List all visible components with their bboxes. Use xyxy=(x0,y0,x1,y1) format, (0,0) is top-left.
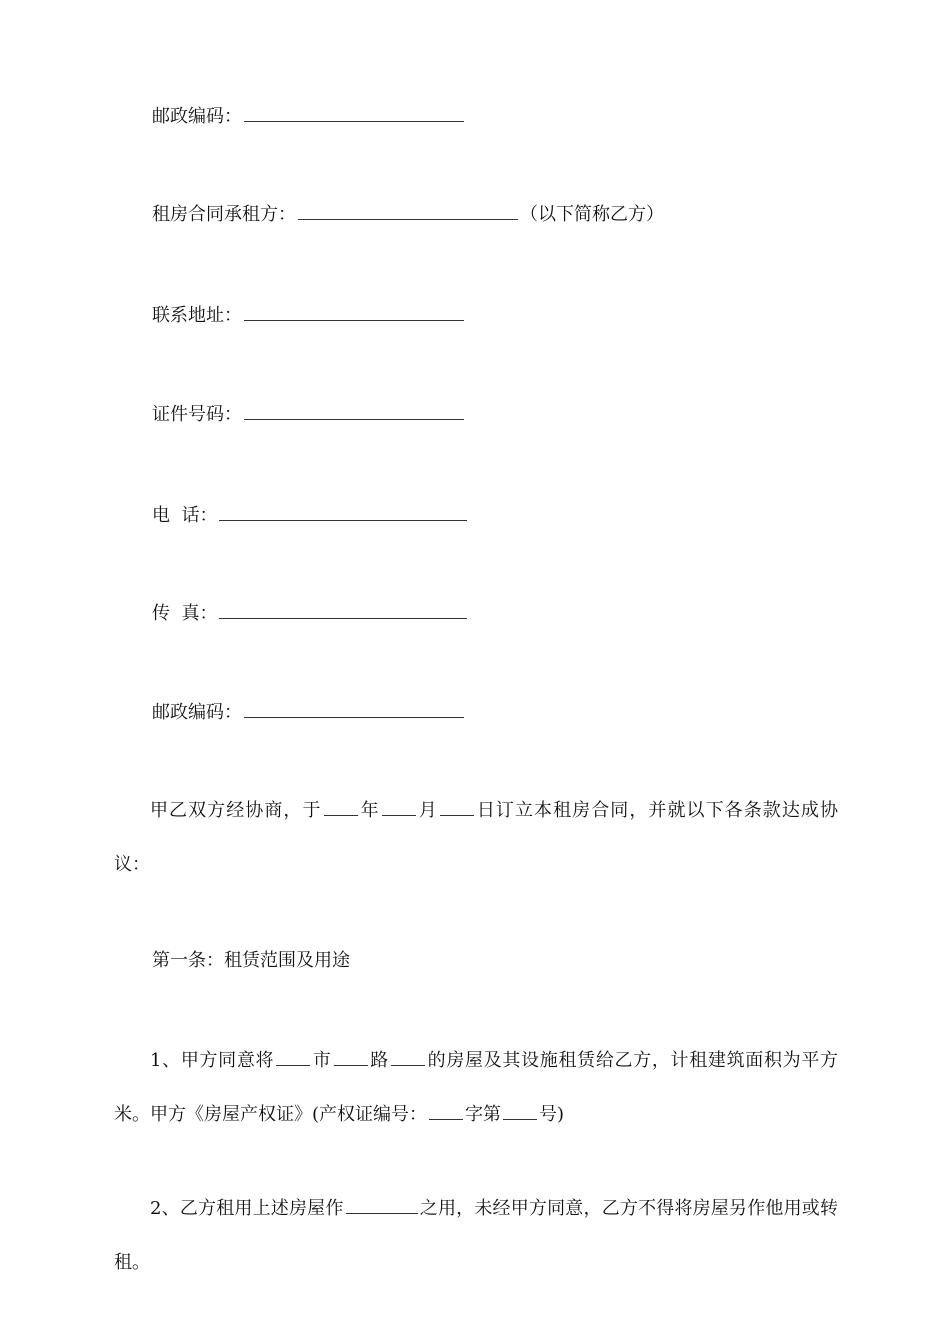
clause-2-paragraph: 2、乙方租用上述房屋作 之用，未经甲方同意，乙方不得将房屋另作他用或转租。 xyxy=(114,1198,839,1273)
month-blank[interactable] xyxy=(382,799,416,816)
postal-code-field-2 xyxy=(152,700,466,726)
year-blank[interactable] xyxy=(324,799,358,816)
day-blank[interactable] xyxy=(440,799,474,816)
fax-label: 传 真： xyxy=(152,603,218,624)
tenant-blank[interactable] xyxy=(298,203,518,220)
certificate-number-blank[interactable] xyxy=(503,1103,537,1120)
postal-code-label: 邮政编码： xyxy=(152,702,242,723)
phone-field xyxy=(152,503,469,529)
address-label: 联系地址： xyxy=(152,305,242,326)
fax-blank[interactable] xyxy=(219,602,467,619)
phone-blank[interactable] xyxy=(219,504,467,521)
postal-code-field-1 xyxy=(152,104,466,130)
tenant-field xyxy=(152,202,664,228)
id-number-field xyxy=(152,402,466,428)
address-field xyxy=(152,303,466,329)
id-number-blank[interactable] xyxy=(244,403,464,420)
address-blank[interactable] xyxy=(244,304,464,321)
postal-code-label: 邮政编码： xyxy=(152,106,242,127)
road-blank[interactable] xyxy=(334,1049,368,1066)
phone-label: 电 话： xyxy=(152,505,218,526)
agreement-paragraph: 甲乙双方经协商，于 年 月 日订立本租房合同，并就以下各条款达成协议： xyxy=(114,800,838,875)
fax-field xyxy=(152,601,469,627)
city-blank[interactable] xyxy=(276,1049,310,1066)
number-blank[interactable] xyxy=(391,1049,425,1066)
clause-1-paragraph: 1、甲方同意将 市 路 的房屋及其设施租赁给乙方，计租建筑面积为平方米。甲方《房屋产权证》(产权证编号： 字第 号) xyxy=(114,1050,839,1125)
tenant-label: 租房合同承租方： xyxy=(152,204,296,225)
tenant-suffix: （以下简称乙方） xyxy=(520,204,664,225)
id-number-label: 证件号码： xyxy=(152,404,242,425)
certificate-prefix-blank[interactable] xyxy=(429,1103,463,1120)
purpose-blank[interactable] xyxy=(346,1197,418,1214)
postal-code-blank[interactable] xyxy=(244,701,464,718)
postal-code-blank[interactable] xyxy=(244,105,464,122)
article-1-heading: 第一条：租赁范围及用途 xyxy=(152,950,350,971)
